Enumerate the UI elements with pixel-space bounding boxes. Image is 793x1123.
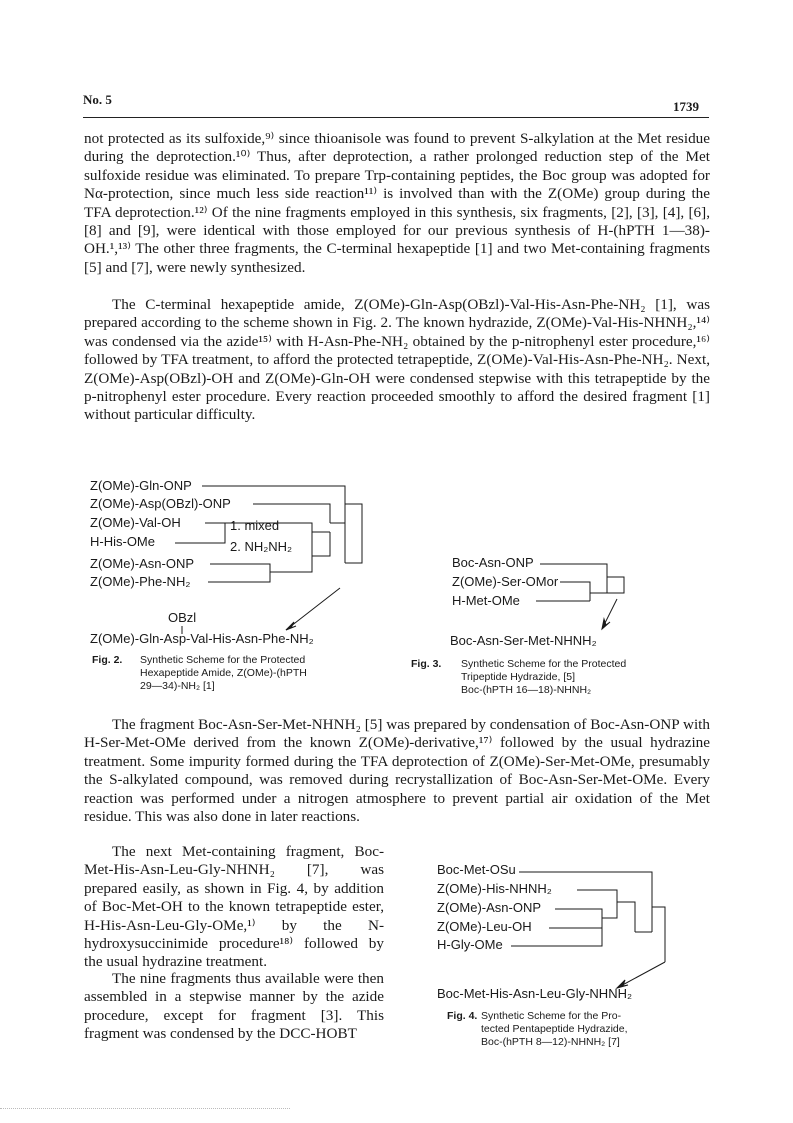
- fig2-step-2: 2. NH₂NH₂: [230, 539, 293, 554]
- issue-number: No. 5: [83, 92, 112, 107]
- fig4-caption-line-3: Boc-(hPTH 8—12)-NHNH₂ [7]: [481, 1036, 620, 1048]
- fig4-reagent-5: H-Gly-OMe: [437, 937, 503, 952]
- fig2-reagent-5: Z(OMe)-Asn-ONP: [90, 556, 194, 571]
- fig3-caption: [411, 658, 711, 700]
- paragraph-5-text: The nine fragments thus available were then assembled in a stepwise manner by the azide procedure, except for fragment [3]. This fragment was condensed by the DCC-HOBT: [84, 970, 384, 1043]
- fig2-reagent-4: H-His-OMe: [90, 534, 155, 549]
- fig2-side-chain: OBzl: [168, 610, 197, 625]
- fig2-reagent-6: Z(OMe)-Phe-NH₂: [90, 574, 191, 589]
- fig4-caption: [447, 1010, 707, 1052]
- fig4-caption-line-2: tected Pentapeptide Hydrazide,: [481, 1023, 628, 1035]
- fig4-product: Boc-Met-His-Asn-Leu-Gly-NHNH₂: [437, 986, 633, 1001]
- fig2-caption-line-3: 29—34)-NH₂ [1]: [140, 680, 215, 692]
- paragraph-4-text: The next Met-containing fragment, Boc-Met-His-Asn-Leu-Gly-NHNH₂ [7], was prepared easily, as shown in Fig. 4, by addition of Boc-Met-OH to the known tetrapeptide ester, H-His-Asn-Leu-Gly-OMe,¹⁾ by the N-hydroxysuccinimide procedure¹⁸⁾ followed by the usual hydrazine treatment.: [84, 843, 384, 971]
- fig4-caption-line-1: Synthetic Scheme for the Pro-: [481, 1010, 622, 1022]
- fig2-caption-line-1: Synthetic Scheme for the Protected: [140, 654, 306, 666]
- fig3-caption-line-2: Tripeptide Hydrazide, [5]: [461, 671, 575, 683]
- fig3-reagent-2: Z(OMe)-Ser-OMor: [452, 574, 559, 589]
- fig4-reagent-2: Z(OMe)-His-NHNH₂: [437, 881, 552, 896]
- fig2-caption-number: Fig. 2.: [92, 654, 123, 666]
- fig4-caption-number: Fig. 4.: [447, 1010, 478, 1022]
- fig3-scheme: [452, 555, 672, 650]
- fig3-caption-line-3: Boc-(hPTH 16—18)-NHNH₂: [461, 684, 592, 696]
- fig2-scheme: [90, 478, 390, 648]
- fig2-reagent-1: Z(OMe)-Gln-ONP: [90, 478, 192, 493]
- fig2-reagent-3: Z(OMe)-Val-OH: [90, 515, 181, 530]
- page-number: 1739: [673, 99, 699, 114]
- fig3-reagent-1: Boc-Asn-ONP: [452, 555, 534, 570]
- fig4-reagent-1: Boc-Met-OSu: [437, 862, 516, 877]
- fig4-reagent-4: Z(OMe)-Leu-OH: [437, 919, 532, 934]
- fig3-product: Boc-Asn-Ser-Met-NHNH₂: [450, 633, 597, 648]
- fig4-scheme: [437, 862, 677, 1002]
- paragraph-3: [84, 716, 710, 826]
- fig2-product: Z(OMe)-Gln-Asp-Val-His-Asn-Phe-NH₂: [90, 631, 314, 646]
- fig2-caption-line-2: Hexapeptide Amide, Z(OMe)-(hPTH: [140, 667, 307, 679]
- fig4-reagent-3: Z(OMe)-Asn-ONP: [437, 900, 541, 915]
- paragraph-4: [84, 843, 384, 972]
- paragraph-3-text: The fragment Boc-Asn-Ser-Met-NHNH₂ [5] was prepared by condensation of Boc-Asn-ONP with H-Ser-Met-OMe derived from the known Z(OMe)-derivative,¹⁷⁾ followed by the usual hydrazine treatment. Some impurity formed during the TFA deprotection of Z(OMe)-Ser-Met-OMe, presumably the S-alkylated compound, was removed during recrystallization of Boc-Asn-Ser-Met-OMe. Every reaction was performed under a nitrogen atmosphere to prevent partial air oxidation of the Met residue. This was also done in later reactions.: [84, 716, 710, 826]
- fig2-caption: [92, 654, 392, 696]
- paragraph-5: [84, 970, 384, 1044]
- fig2-step-1: 1. mixed: [230, 518, 280, 533]
- paragraph-1: not protected as its sulfoxide,⁹⁾ since thioanisole was found to prevent S-alkylation at the Met residue during the deprotection.¹⁰⁾ Thus, after deprotection, a rather prolonged reduction step of the Met sulfoxide residue was eliminated. To prepare Trp-containing peptides, the Boc group was adopted for Nα-protection, since much less side reaction¹¹⁾ is involved than with the Z(OMe) group during the TFA deprotection.¹²⁾ Of the nine fragments employed in this synthesis, six fragments, [2], [3], [4], [6], [8] and [9], were identical with those employed for our previous synthesis of H-(hPTH 1—38)-OH.¹,¹³⁾ The other three fragments, the C-terminal hexapeptide [1] and two Met-containing fragments [5] and [7], were newly synthesized.: [84, 130, 710, 276]
- fig3-caption-number: Fig. 3.: [411, 658, 442, 670]
- fig3-reagent-3: H-Met-OMe: [452, 593, 520, 608]
- fig3-caption-line-1: Synthetic Scheme for the Protected: [461, 658, 627, 670]
- header-rule: [83, 117, 709, 118]
- footer-rule: [0, 1108, 290, 1110]
- fig2-reagent-2: Z(OMe)-Asp(OBzl)-ONP: [90, 496, 231, 511]
- paragraph-2-text: The C-terminal hexapeptide amide, Z(OMe)-Gln-Asp(OBzl)-Val-His-Asn-Phe-NH₂ [1], was prepared according to the scheme shown in Fig. 2. The known hydrazide, Z(OMe)-Val-His-NHNH₂,¹⁴⁾ was condensed via the azide¹⁵⁾ with H-Asn-Phe-NH₂ obtained by the p-nitrophenyl ester procedure,¹⁶⁾ followed by TFA treatment, to afford the protected tetrapeptide, Z(OMe)-Val-His-Asn-Phe-NH₂. Next, Z(OMe)-Asp(OBzl)-OH and Z(OMe)-Gln-OH were condensed stepwise with this tetrapeptide by the p-nitrophenyl ester procedure. Every reaction proceeded smoothly to afford the desired fragment [1] without particular difficulty.: [84, 296, 710, 424]
- paragraph-2: [84, 296, 710, 425]
